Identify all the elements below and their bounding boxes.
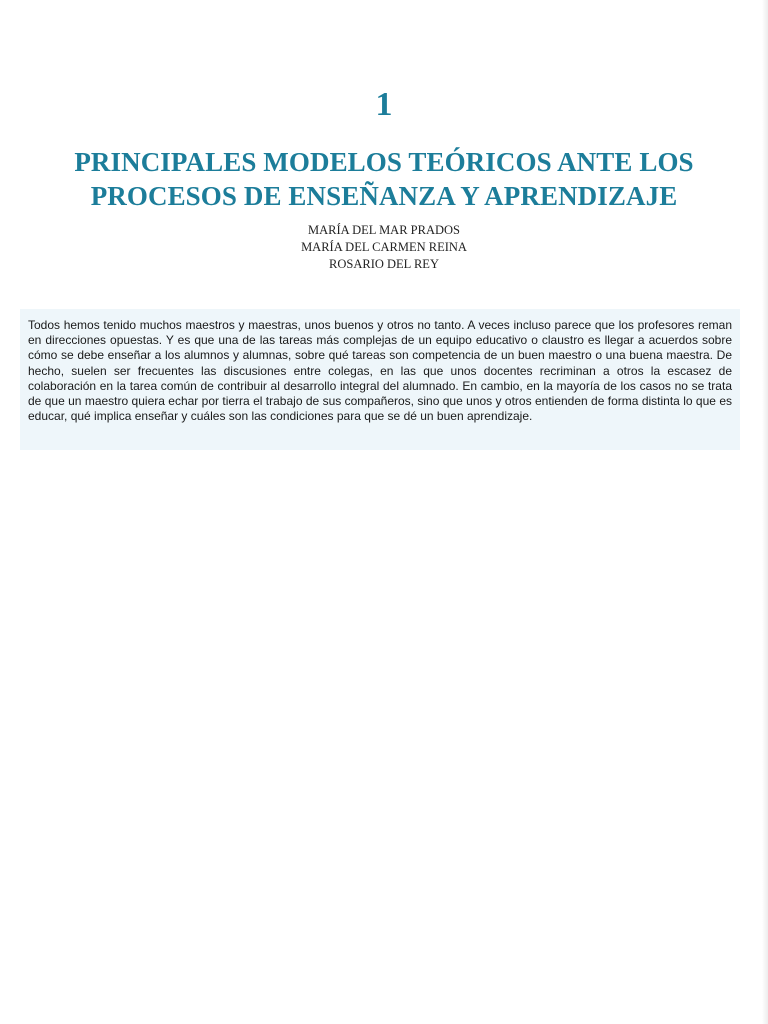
author-name: MARÍA DEL MAR PRADOS [308, 223, 460, 237]
chapter-title [20, 145, 748, 213]
abstract-paragraph: Todos hemos tenido muchos maestros y maestras, unos buenos y otros no tanto. A veces incluso parece que los profesores reman en direcciones opuestas. Y es que una de las tareas más complejas de un equipo educativo o claustro es llegar a acuerdos sobre cómo se debe enseñar a los alumnos y alumnas, sobre qué tareas son competencia de un buen maestro o una buena maestra. De hecho, suelen ser frecuentes las discusiones entre colegas, en las que unos docentes recriminan a otros la escasez de colaboración en la tarea común de contribuir al desarrollo integral del alumnado. En cambio, en la mayoría de los casos no se trata de que un maestro quiera echar por tierra el trabajo de sus compañeros, sino que unos y otros entienden de forma distinta lo que es educar, qué implica enseñar y cuáles son las condiciones para que se dé un buen aprendizaje. [28, 318, 732, 424]
author-name: MARÍA DEL CARMEN REINA [301, 240, 467, 254]
chapter-title-line-2: PROCESOS DE ENSEÑANZA Y APRENDIZAJE [90, 181, 678, 211]
chapter-title-line-1: PRINCIPALES MODELOS TEÓRICOS ANTE LOS [74, 147, 694, 177]
page-edge-shadow [762, 0, 768, 1024]
abstract-box [20, 309, 740, 450]
author-name: ROSARIO DEL REY [329, 257, 439, 271]
author-list [0, 222, 768, 273]
chapter-number: 1 [375, 86, 393, 123]
